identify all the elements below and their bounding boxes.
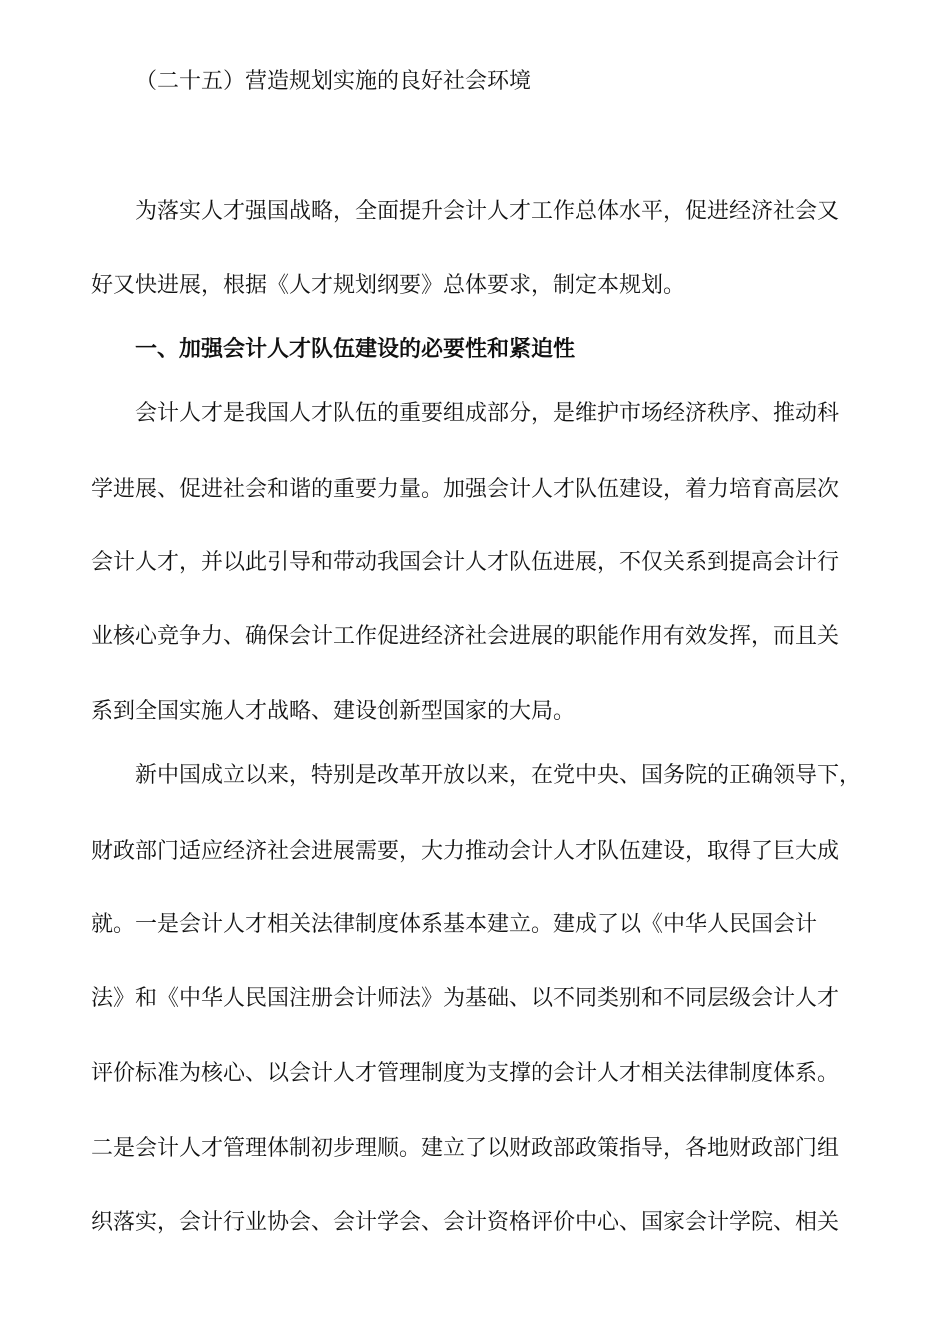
paragraph-line: 评价标准为核心、以会计人才管理制度为支撑的会计人才相关法律制度体系。	[91, 1061, 840, 1086]
paragraph-line: 财政部门适应经济社会进展需要，大力推动会计人才队伍建设，取得了巨大成	[91, 839, 840, 864]
paragraph-line: 会计人才是我国人才队伍的重要组成部分，是维护市场经济秩序、推动科	[135, 401, 840, 426]
paragraph-line: 二是会计人才管理体制初步理顺。建立了以财政部政策指导，各地财政部门组	[91, 1136, 840, 1161]
paragraph-line: 法》和《中华人民国注册会计师法》为基础、以不同类别和不同层级会计人才	[91, 986, 840, 1011]
subsection-heading: （二十五）营造规划实施的良好社会环境	[135, 69, 532, 94]
paragraph-line: 学进展、促进社会和谐的重要力量。加强会计人才队伍建设，着力培育高层次	[91, 477, 840, 502]
section-heading: 一、加强会计人才队伍建设的必要性和紧迫性	[135, 337, 576, 362]
paragraph-line: 为落实人才强国战略，全面提升会计人才工作总体水平，促进经济社会又	[135, 199, 840, 224]
paragraph-line: 会计人才，并以此引导和带动我国会计人才队伍进展，不仅关系到提高会计行	[91, 550, 840, 575]
paragraph-line: 织落实，会计行业协会、会计学会、会计资格评价中心、国家会计学院、相关	[91, 1210, 840, 1235]
paragraph-line: 好又快进展，根据《人才规划纲要》总体要求，制定本规划。	[91, 273, 686, 298]
paragraph-line: 业核心竞争力、确保会计工作促进经济社会进展的职能作用有效发挥，而且关	[91, 624, 840, 649]
paragraph-line: 系到全国实施人才战略、建设创新型国家的大局。	[91, 699, 576, 724]
paragraph-line: 新中国成立以来，特别是改革开放以来，在党中央、国务院的正确领导下，	[135, 763, 862, 788]
paragraph-line: 就。一是会计人才相关法律制度体系基本建立。建成了以《中华人民国会计	[91, 912, 818, 937]
